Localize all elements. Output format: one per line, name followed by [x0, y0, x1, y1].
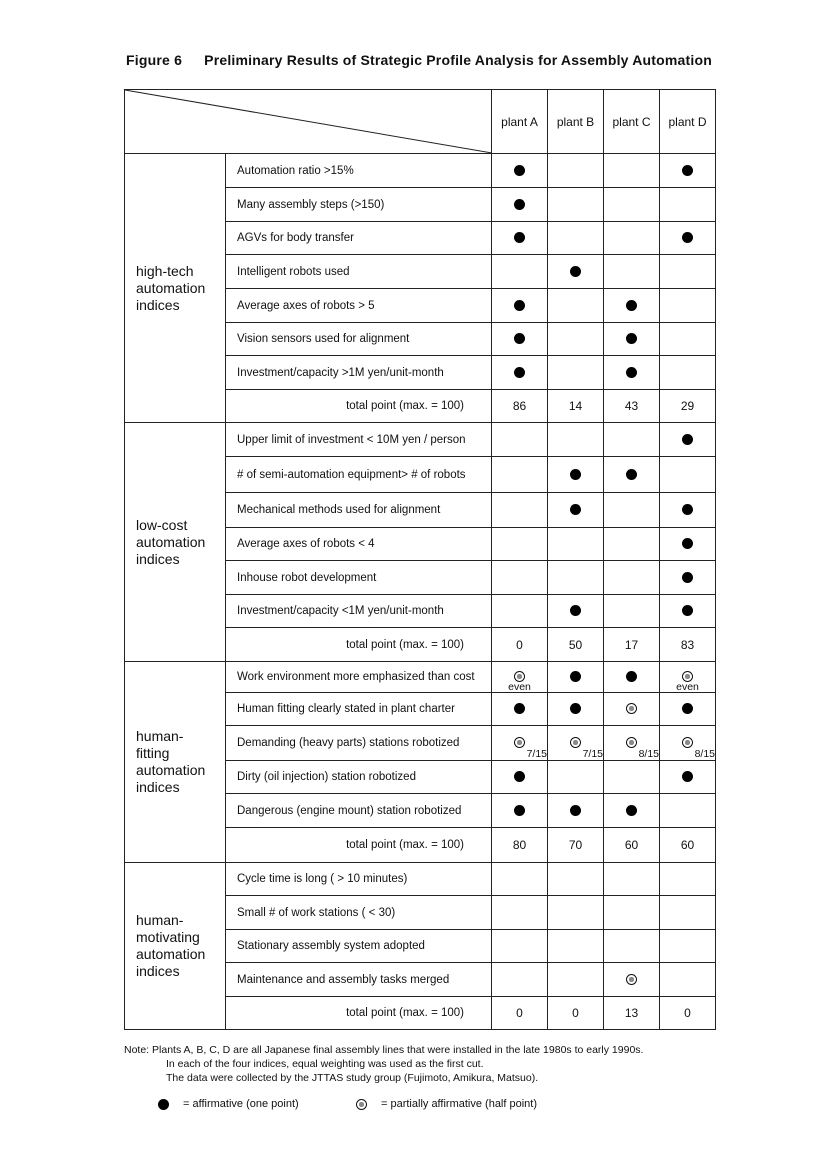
total-value: 86	[492, 390, 548, 423]
partial-mark-icon	[682, 737, 693, 748]
diagonal-line	[125, 90, 492, 153]
criterion-label: Intelligent robots used	[226, 255, 492, 289]
mark-cell	[492, 726, 548, 761]
full-mark-icon	[570, 504, 581, 515]
plant-header-d: plant D	[660, 90, 716, 154]
full-mark-icon	[682, 572, 693, 583]
mark-cell	[492, 662, 548, 693]
mark-cell	[660, 457, 716, 493]
mark-cell	[492, 289, 548, 323]
criterion-label: Investment/capacity >1M yen/unit-month	[226, 356, 492, 390]
mark-cell	[492, 356, 548, 390]
mark-note: even	[508, 681, 531, 693]
total-value: 43	[604, 390, 660, 423]
mark-cell	[548, 457, 604, 493]
legend-partial	[356, 1098, 537, 1110]
table-note	[124, 1043, 643, 1085]
mark-cell	[660, 662, 716, 693]
mark-cell	[604, 457, 660, 493]
mark-cell	[548, 356, 604, 390]
criterion-label: Cycle time is long ( > 10 minutes)	[226, 863, 492, 896]
total-value: 29	[660, 390, 716, 423]
mark-cell	[548, 863, 604, 896]
mark-cell	[548, 528, 604, 561]
mark-cell	[548, 493, 604, 528]
criterion-label: Many assembly steps (>150)	[226, 188, 492, 222]
mark-cell	[604, 289, 660, 323]
partial-mark-icon	[570, 737, 581, 748]
criterion-label: Average axes of robots < 4	[226, 528, 492, 561]
mark-cell	[660, 528, 716, 561]
full-mark-icon	[626, 333, 637, 344]
full-mark-icon	[570, 605, 581, 616]
criterion-label: AGVs for body transfer	[226, 222, 492, 255]
total-label: total point (max. = 100)	[226, 997, 492, 1030]
mark-cell	[492, 693, 548, 726]
mark-cell	[660, 255, 716, 289]
total-value: 83	[660, 628, 716, 662]
criterion-label: Dangerous (engine mount) station robotized	[226, 794, 492, 828]
criterion-label: Maintenance and assembly tasks merged	[226, 963, 492, 997]
total-value: 60	[604, 828, 660, 863]
mark-cell	[548, 930, 604, 963]
full-mark-icon	[626, 300, 637, 311]
criterion-label: Work environment more emphasized than cost	[226, 662, 492, 693]
mark-cell	[604, 561, 660, 595]
total-label: total point (max. = 100)	[226, 828, 492, 863]
mark-cell	[660, 561, 716, 595]
mark-cell	[492, 188, 548, 222]
note-line-3: The data were collected by the JTTAS study group (Fujimoto, Amikura, Matsuo).	[166, 1072, 539, 1084]
mark-cell	[492, 323, 548, 356]
mark-cell	[492, 423, 548, 457]
mark-cell	[548, 693, 604, 726]
full-mark-icon	[682, 771, 693, 782]
mark-cell	[604, 930, 660, 963]
full-mark-icon	[570, 805, 581, 816]
mark-cell	[548, 154, 604, 188]
mark-cell	[548, 963, 604, 997]
mark-cell	[604, 423, 660, 457]
criterion-label: Demanding (heavy parts) stations robotized	[226, 726, 492, 761]
mark-cell	[604, 726, 660, 761]
mark-cell	[548, 423, 604, 457]
mark-cell	[492, 761, 548, 794]
full-mark-icon	[514, 703, 525, 714]
mark-cell	[548, 662, 604, 693]
mark-cell	[492, 561, 548, 595]
criterion-label: Investment/capacity <1M yen/unit-month	[226, 595, 492, 628]
full-mark-icon	[626, 469, 637, 480]
total-value: 14	[548, 390, 604, 423]
full-mark-icon	[682, 504, 693, 515]
full-mark-icon	[682, 434, 693, 445]
partial-mark-icon	[626, 703, 637, 714]
table-row	[125, 423, 716, 457]
full-mark-icon	[682, 703, 693, 714]
mark-cell	[492, 222, 548, 255]
full-mark-icon	[514, 367, 525, 378]
total-label: total point (max. = 100)	[226, 628, 492, 662]
mark-cell	[604, 761, 660, 794]
total-value: 0	[492, 628, 548, 662]
mark-cell	[492, 457, 548, 493]
mark-cell	[604, 896, 660, 930]
mark-cell	[492, 896, 548, 930]
mark-cell	[548, 896, 604, 930]
total-value: 0	[548, 997, 604, 1030]
legend-partial-label: = partially affirmative (half point)	[381, 1098, 538, 1110]
criterion-label: Human fitting clearly stated in plant charter	[226, 693, 492, 726]
mark-cell	[492, 595, 548, 628]
legend-full	[158, 1098, 299, 1110]
mark-cell	[492, 255, 548, 289]
mark-cell	[604, 493, 660, 528]
full-mark-icon	[514, 232, 525, 243]
mark-cell	[660, 693, 716, 726]
mark-cell	[492, 863, 548, 896]
full-mark-icon	[626, 671, 637, 682]
mark-cell	[660, 963, 716, 997]
mark-cell	[604, 356, 660, 390]
figure-number: Figure 6	[126, 52, 183, 68]
note-line-1: Note: Plants A, B, C, D are all Japanese final assembly lines that were installed in the late 1980s to early 1990s.	[124, 1044, 644, 1056]
group-label-human-motivating: human- motivating automation indices	[125, 863, 226, 1030]
plant-header-b: plant B	[548, 90, 604, 154]
criterion-label: Dirty (oil injection) station robotized	[226, 761, 492, 794]
mark-cell	[660, 423, 716, 457]
plant-header-a: plant A	[492, 90, 548, 154]
mark-cell	[604, 528, 660, 561]
criterion-label: Mechanical methods used for alignment	[226, 493, 492, 528]
criterion-label: Vision sensors used for alignment	[226, 323, 492, 356]
full-mark-icon	[570, 469, 581, 480]
mark-cell	[604, 154, 660, 188]
total-value: 13	[604, 997, 660, 1030]
mark-cell	[492, 930, 548, 963]
full-mark-icon	[514, 300, 525, 311]
note-line-2: In each of the four indices, equal weighting was used as the first cut.	[166, 1058, 484, 1070]
partial-mark-icon	[626, 974, 637, 985]
full-mark-icon	[570, 671, 581, 682]
figure-title	[126, 52, 712, 68]
mark-cell	[660, 154, 716, 188]
mark-cell	[548, 726, 604, 761]
partial-mark-icon	[626, 737, 637, 748]
mark-cell	[548, 761, 604, 794]
mark-cell	[660, 323, 716, 356]
total-value: 0	[492, 997, 548, 1030]
total-value: 50	[548, 628, 604, 662]
mark-cell	[660, 222, 716, 255]
full-mark-icon	[682, 232, 693, 243]
mark-cell	[492, 154, 548, 188]
mark-cell	[548, 794, 604, 828]
full-mark-icon	[514, 199, 525, 210]
mark-cell	[548, 289, 604, 323]
mark-cell	[660, 289, 716, 323]
legend-full-label: = affirmative (one point)	[183, 1098, 299, 1110]
mark-cell	[660, 493, 716, 528]
mark-cell	[604, 188, 660, 222]
group-label-high-tech: high-tech automation indices	[125, 154, 226, 423]
total-label: total point (max. = 100)	[226, 390, 492, 423]
full-mark-icon	[514, 165, 525, 176]
group-label-human-fitting: human- fitting automation indices	[125, 662, 226, 863]
mark-fraction: 8/15	[638, 748, 659, 760]
mark-cell	[492, 493, 548, 528]
mark-cell	[604, 323, 660, 356]
total-value: 0	[660, 997, 716, 1030]
mark-cell	[660, 896, 716, 930]
mark-cell	[660, 726, 716, 761]
mark-fraction: 8/15	[694, 748, 715, 760]
mark-cell	[604, 255, 660, 289]
mark-cell	[604, 693, 660, 726]
criterion-label: Stationary assembly system adopted	[226, 930, 492, 963]
total-value: 80	[492, 828, 548, 863]
full-mark-icon	[514, 805, 525, 816]
full-mark-icon	[682, 165, 693, 176]
header-row	[125, 90, 716, 154]
full-mark-icon	[570, 266, 581, 277]
mark-cell	[604, 863, 660, 896]
full-mark-icon	[570, 703, 581, 714]
full-mark-icon	[514, 333, 525, 344]
criterion-label: Automation ratio >15%	[226, 154, 492, 188]
total-value: 17	[604, 628, 660, 662]
mark-cell	[604, 662, 660, 693]
mark-cell	[548, 222, 604, 255]
criterion-label: Upper limit of investment < 10M yen / person	[226, 423, 492, 457]
mark-cell	[492, 528, 548, 561]
mark-cell	[548, 255, 604, 289]
table-row	[125, 154, 716, 188]
partial-mark-icon	[514, 737, 525, 748]
mark-cell	[660, 863, 716, 896]
criterion-label: Small # of work stations ( < 30)	[226, 896, 492, 930]
mark-cell	[660, 794, 716, 828]
mark-cell	[660, 188, 716, 222]
mark-cell	[548, 595, 604, 628]
mark-cell	[604, 963, 660, 997]
criterion-label: Average axes of robots > 5	[226, 289, 492, 323]
criterion-label: Inhouse robot development	[226, 561, 492, 595]
mark-cell	[548, 323, 604, 356]
profile-table	[124, 89, 716, 1030]
mark-cell	[660, 930, 716, 963]
full-mark-icon	[626, 367, 637, 378]
mark-cell	[660, 356, 716, 390]
mark-cell	[548, 188, 604, 222]
criterion-label: # of semi-automation equipment> # of robots	[226, 457, 492, 493]
figure-caption: Preliminary Results of Strategic Profile Analysis for Assembly Automation	[204, 52, 712, 68]
plant-header-c: plant C	[604, 90, 660, 154]
mark-fraction: 7/15	[526, 748, 547, 760]
mark-cell	[660, 761, 716, 794]
mark-cell	[492, 794, 548, 828]
full-mark-icon	[514, 771, 525, 782]
mark-cell	[604, 222, 660, 255]
total-value: 70	[548, 828, 604, 863]
mark-cell	[604, 794, 660, 828]
table-row	[125, 662, 716, 693]
diagonal-header-cell	[125, 90, 492, 154]
partial-mark-icon	[356, 1099, 367, 1110]
mark-note: even	[676, 681, 699, 693]
mark-cell	[492, 963, 548, 997]
mark-fraction: 7/15	[582, 748, 603, 760]
mark-cell	[604, 595, 660, 628]
group-label-low-cost: low-cost automation indices	[125, 423, 226, 662]
table-row	[125, 863, 716, 896]
full-mark-icon	[682, 605, 693, 616]
mark-cell	[548, 561, 604, 595]
mark-cell	[660, 595, 716, 628]
total-value: 60	[660, 828, 716, 863]
full-mark-icon	[626, 805, 637, 816]
full-mark-icon	[682, 538, 693, 549]
full-mark-icon	[158, 1099, 169, 1110]
